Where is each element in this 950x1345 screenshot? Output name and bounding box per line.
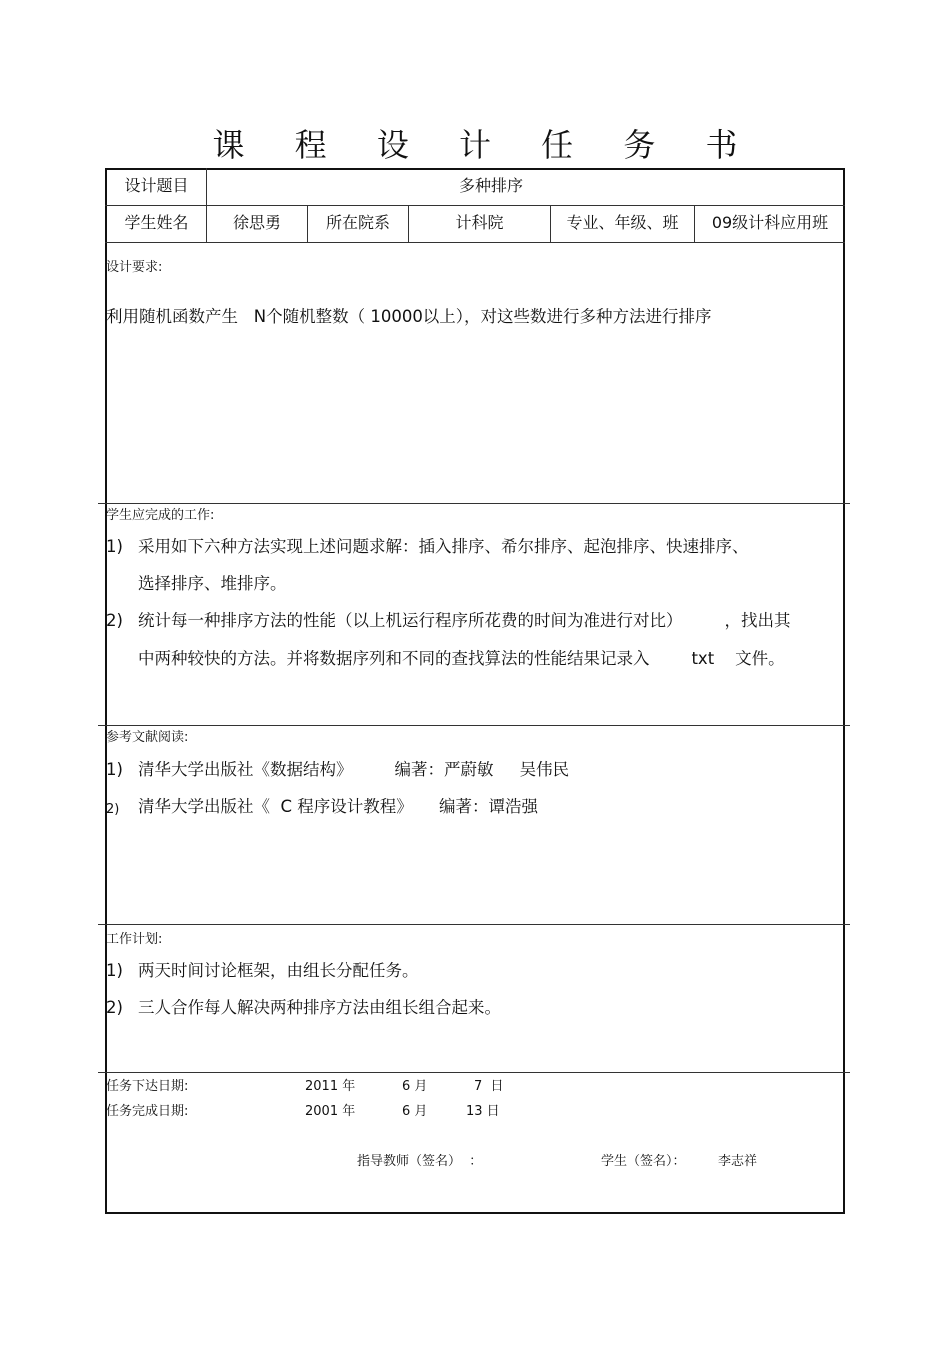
issue-date-label: 任务下达日期:	[106, 1079, 189, 1094]
plan-heading: 工作计划:	[106, 932, 163, 947]
reference-number: 1)	[106, 760, 123, 779]
references-heading: 参考文献阅读:	[106, 730, 189, 745]
section-divider	[98, 503, 850, 504]
topic-label: 设计题目	[124, 176, 189, 195]
major-label: 专业、年级、班	[566, 213, 679, 232]
name-label: 学生姓名	[124, 213, 189, 232]
issue-day: 7 日	[474, 1079, 504, 1094]
teacher-signature-label: 指导教师（签名） ：	[357, 1154, 483, 1169]
plan-item-number: 2)	[106, 998, 123, 1017]
work-item-text-continued: 选择排序、堆排序。	[138, 574, 287, 593]
name-value: 徐思勇	[232, 213, 281, 232]
section-divider	[98, 1072, 850, 1073]
dept-label: 所在院系	[325, 213, 390, 232]
work-item-text-continued: 中两种较快的方法。并将数据序列和不同的查找算法的性能结果记录入 txt 文件。	[138, 649, 785, 668]
plan-item-number: 1)	[106, 961, 123, 980]
finish-year: 2001 年	[305, 1104, 356, 1119]
section-divider	[98, 924, 850, 925]
work-item-number: 1)	[106, 537, 123, 556]
document-title: 课 程 设 计 任 务 书	[212, 126, 758, 164]
reference-text: 清华大学出版社《 C 程序设计教程》 编著：谭浩强	[138, 797, 538, 816]
work-item-number: 2)	[106, 611, 123, 630]
topic-value: 多种排序	[458, 176, 523, 195]
dept-value: 计科院	[455, 213, 504, 232]
work-item-text: 统计每一种排序方法的性能（以上机运行程序所花费的时间为准进行对比） ，找出其	[138, 611, 791, 630]
reference-number: 2)	[106, 802, 120, 817]
finish-day: 13 日	[466, 1104, 500, 1119]
reference-text: 清华大学出版社《数据结构》 编著：严蔚敏 吴伟民	[138, 760, 570, 779]
finish-date-label: 任务完成日期:	[106, 1104, 189, 1119]
section-divider	[98, 725, 850, 726]
finish-month: 6 月	[402, 1104, 428, 1119]
student-signature-label: 学生（签名）：	[601, 1154, 686, 1169]
issue-month: 6 月	[402, 1079, 428, 1094]
row-divider	[105, 205, 845, 206]
plan-item-text: 两天时间讨论框架，由组长分配任务。	[138, 961, 419, 980]
work-heading: 学生应完成的工作:	[106, 508, 215, 523]
requirements-heading: 设计要求:	[106, 260, 163, 275]
plan-item-text: 三人合作每人解决两种排序方法由组长组合起来。	[138, 998, 501, 1017]
row-divider	[105, 242, 845, 243]
requirements-text: 利用随机函数产生 N个随机整数（ 10000以上），对这些数进行多种方法进行排序	[106, 307, 712, 326]
work-item-text: 采用如下六种方法实现上述问题求解：插入排序、希尔排序、起泡排序、快速排序、	[138, 537, 749, 556]
major-value: 09级计科应用班	[711, 213, 829, 232]
issue-year: 2011 年	[305, 1079, 356, 1094]
student-name: 李志祥	[718, 1154, 758, 1169]
